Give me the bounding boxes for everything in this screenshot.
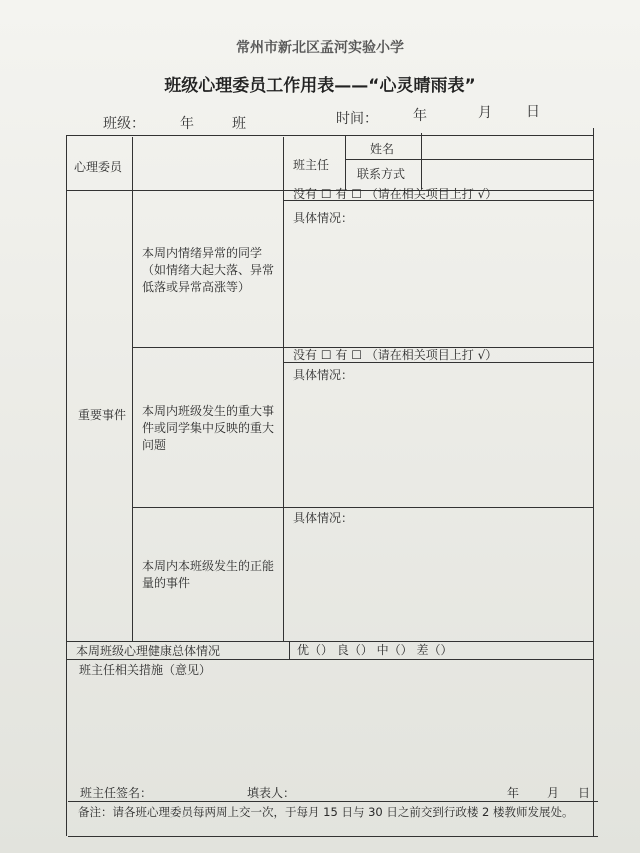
contact-label: 联系方式 (357, 167, 406, 181)
name-label: 姓名 (370, 142, 395, 156)
major-checkbox-line: 没有 ☐ 有 ☐ （请在相关项目上打 √） (293, 348, 498, 362)
measures-row-bottom (68, 801, 598, 802)
major-events-label: 本周内班级发生的重大事件或同学集中反映的重大问题 (142, 404, 275, 452)
note-text: 备注：请各班心理委员每两周上交一次，于每月 15 日与 30 日之前交到行政楼 2 楼教师发展处。 (78, 805, 574, 819)
class-unit: 班 (232, 116, 246, 132)
border-left (66, 135, 67, 836)
overall-options: 优（） 良（） 中（） 差（） (297, 643, 453, 657)
measures-month: 月 (547, 786, 560, 800)
border-bottom (68, 836, 598, 837)
head-teacher-label: 班主任 (293, 158, 330, 172)
abnormal-checkbox-line: 没有 ☐ 有 ☐ （请在相关项目上打 √） (293, 187, 498, 201)
col-divider-2 (283, 137, 284, 641)
measures-label: 班主任相关措施（意见） (79, 663, 212, 677)
events-section-bottom (66, 641, 593, 642)
form-title: 班级心理委员工作用表——“心灵晴雨表” (164, 76, 476, 96)
overall-label: 本周班级心理健康总体情况 (76, 644, 221, 658)
event-row-2-bottom (132, 507, 593, 508)
col-divider-4 (421, 133, 422, 189)
measures-year: 年 (507, 786, 520, 800)
overall-divider (289, 641, 290, 659)
day-unit: 日 (526, 104, 540, 120)
check-row-2-bottom (283, 362, 593, 363)
positive-events-label: 本周内本班级发生的正能量的事件 (142, 559, 275, 590)
positive-details-label: 具体情况： (293, 511, 354, 525)
abnormal-emotion-label: 本周内情绪异常的同学（如情绪大起大落、异常低落或异常高涨等） (142, 246, 275, 294)
measures-day: 日 (578, 786, 591, 800)
abnormal-details-label: 具体情况： (293, 211, 354, 225)
grade-unit: 年 (180, 116, 194, 132)
major-details-label: 具体情况： (293, 368, 354, 382)
border-right (593, 128, 594, 836)
col-divider-1 (132, 137, 133, 641)
school-name: 常州市新北区孟河实验小学 (236, 40, 404, 56)
col-divider-3 (345, 135, 346, 190)
year-unit: 年 (413, 108, 427, 124)
signature-label: 班主任签名： (80, 786, 153, 800)
filler-label: 填表人： (247, 786, 296, 800)
month-unit: 月 (478, 105, 492, 121)
name-row-divider (345, 159, 593, 160)
class-label: 班级： (103, 116, 145, 132)
committee-label: 心理委员 (74, 160, 123, 174)
time-label: 时间： (336, 111, 378, 127)
border-top (66, 135, 593, 136)
events-section-label: 重要事件 (78, 408, 127, 422)
overall-row-bottom (66, 659, 593, 660)
